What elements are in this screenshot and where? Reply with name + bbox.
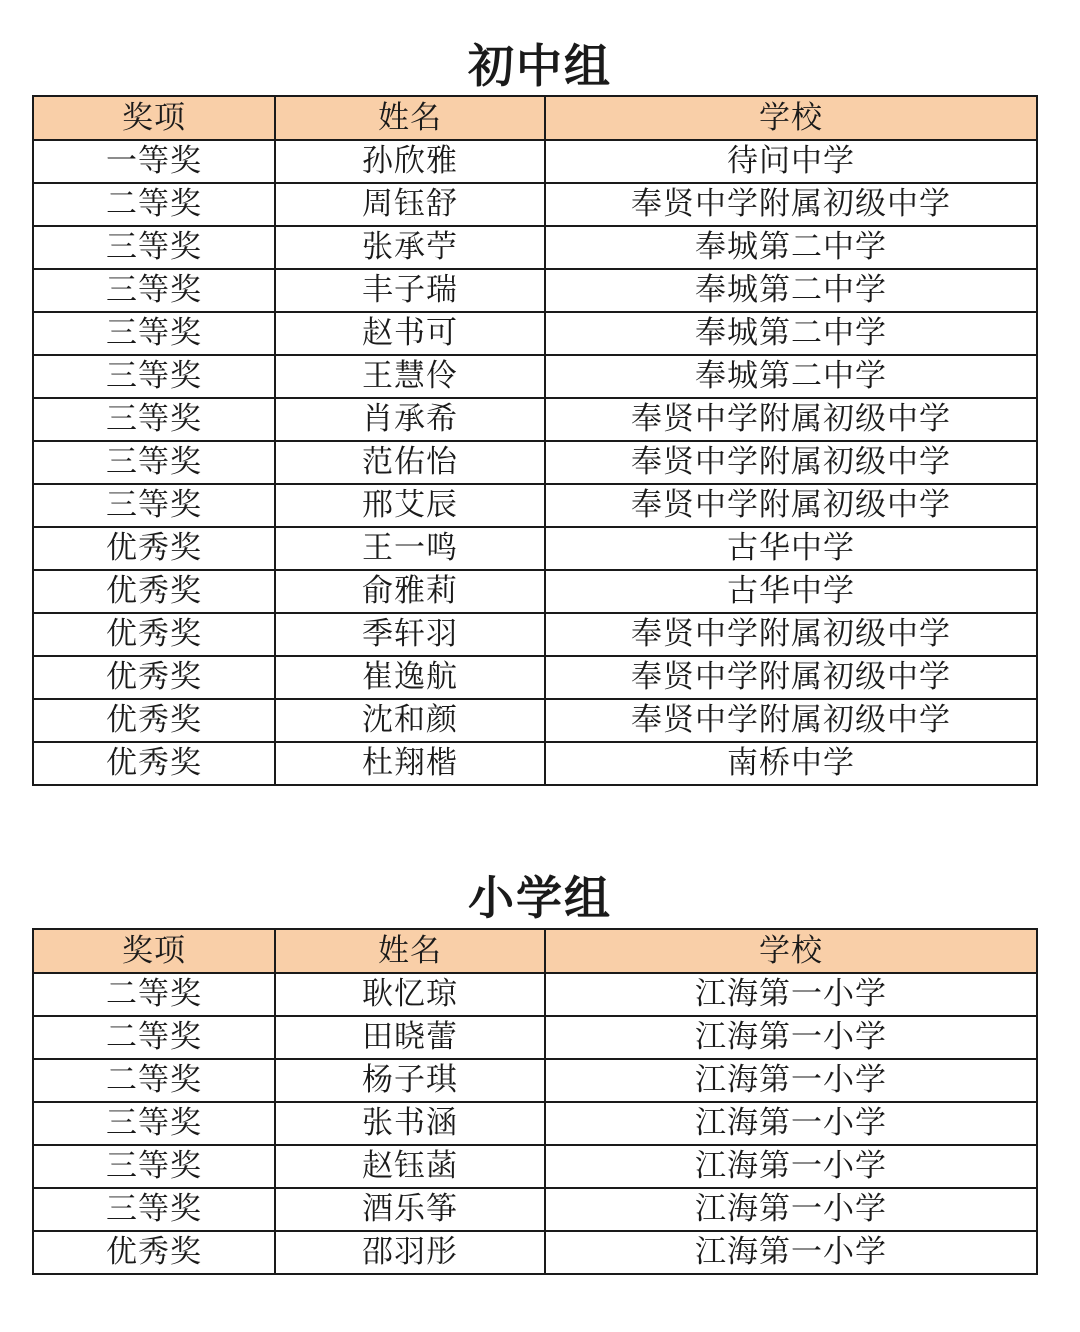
table-row xyxy=(33,973,1037,1016)
table-row xyxy=(33,613,1037,656)
table-row xyxy=(33,742,1037,785)
header-award: 奖项 xyxy=(33,929,275,973)
cell-name: 邢艾辰 xyxy=(275,484,545,527)
cell-name: 范佑怡 xyxy=(275,441,545,484)
table-row xyxy=(33,527,1037,570)
header-name: 姓名 xyxy=(275,929,545,973)
cell-name: 崔逸航 xyxy=(275,656,545,699)
table-row xyxy=(33,699,1037,742)
cell-name: 邵羽彤 xyxy=(275,1231,545,1274)
cell-name: 田晓蕾 xyxy=(275,1016,545,1059)
cell-award: 二等奖 xyxy=(33,183,275,226)
table-row xyxy=(33,1059,1037,1102)
cell-school: 江海第一小学 xyxy=(545,1016,1037,1059)
cell-school: 奉贤中学附属初级中学 xyxy=(545,699,1037,742)
cell-school: 古华中学 xyxy=(545,570,1037,613)
award-table-junior xyxy=(32,95,1038,786)
cell-name: 丰子瑞 xyxy=(275,269,545,312)
cell-school: 奉贤中学附属初级中学 xyxy=(545,183,1037,226)
table-row xyxy=(33,1231,1037,1274)
cell-award: 三等奖 xyxy=(33,441,275,484)
cell-award: 三等奖 xyxy=(33,398,275,441)
header-name: 姓名 xyxy=(275,96,545,140)
table-header-row xyxy=(33,929,1037,973)
cell-school: 江海第一小学 xyxy=(545,1145,1037,1188)
table-row xyxy=(33,1016,1037,1059)
table-row xyxy=(33,355,1037,398)
cell-award: 优秀奖 xyxy=(33,699,275,742)
cell-school: 奉贤中学附属初级中学 xyxy=(545,484,1037,527)
cell-award: 优秀奖 xyxy=(33,570,275,613)
award-table-primary xyxy=(32,928,1038,1275)
cell-school: 江海第一小学 xyxy=(545,1059,1037,1102)
cell-name: 季轩羽 xyxy=(275,613,545,656)
section-title-primary: 小学组 xyxy=(468,871,612,925)
cell-award: 三等奖 xyxy=(33,269,275,312)
cell-award: 优秀奖 xyxy=(33,613,275,656)
cell-school: 南桥中学 xyxy=(545,742,1037,785)
table-row xyxy=(33,1102,1037,1145)
table-row xyxy=(33,226,1037,269)
cell-award: 三等奖 xyxy=(33,1102,275,1145)
cell-school: 江海第一小学 xyxy=(545,1102,1037,1145)
cell-name: 杜翔楷 xyxy=(275,742,545,785)
cell-name: 周钰舒 xyxy=(275,183,545,226)
cell-award: 二等奖 xyxy=(33,1059,275,1102)
cell-name: 孙欣雅 xyxy=(275,140,545,183)
cell-name: 王慧伶 xyxy=(275,355,545,398)
cell-name: 酒乐筝 xyxy=(275,1188,545,1231)
cell-school: 奉贤中学附属初级中学 xyxy=(545,398,1037,441)
cell-school: 奉城第二中学 xyxy=(545,355,1037,398)
cell-award: 三等奖 xyxy=(33,312,275,355)
header-school: 学校 xyxy=(545,929,1037,973)
cell-school: 奉城第二中学 xyxy=(545,269,1037,312)
header-award: 奖项 xyxy=(33,96,275,140)
table-row xyxy=(33,656,1037,699)
cell-school: 奉贤中学附属初级中学 xyxy=(545,613,1037,656)
table-row xyxy=(33,1188,1037,1231)
cell-award: 三等奖 xyxy=(33,484,275,527)
cell-school: 奉贤中学附属初级中学 xyxy=(545,441,1037,484)
table-body xyxy=(33,973,1037,1274)
cell-award: 优秀奖 xyxy=(33,656,275,699)
cell-school: 奉城第二中学 xyxy=(545,312,1037,355)
cell-name: 杨子琪 xyxy=(275,1059,545,1102)
cell-name: 耿忆琼 xyxy=(275,973,545,1016)
cell-name: 张承苧 xyxy=(275,226,545,269)
cell-award: 三等奖 xyxy=(33,1145,275,1188)
cell-school: 江海第一小学 xyxy=(545,973,1037,1016)
table-row xyxy=(33,312,1037,355)
table-row xyxy=(33,1145,1037,1188)
section-title-junior: 初中组 xyxy=(468,39,612,93)
cell-name: 张书涵 xyxy=(275,1102,545,1145)
cell-award: 优秀奖 xyxy=(33,742,275,785)
cell-name: 俞雅莉 xyxy=(275,570,545,613)
cell-award: 一等奖 xyxy=(33,140,275,183)
table-row xyxy=(33,140,1037,183)
table-row xyxy=(33,269,1037,312)
cell-name: 赵钰菡 xyxy=(275,1145,545,1188)
table-row xyxy=(33,183,1037,226)
table-body xyxy=(33,140,1037,785)
cell-name: 肖承希 xyxy=(275,398,545,441)
table-header-row xyxy=(33,96,1037,140)
cell-name: 王一鸣 xyxy=(275,527,545,570)
cell-name: 赵书可 xyxy=(275,312,545,355)
cell-school: 古华中学 xyxy=(545,527,1037,570)
cell-award: 三等奖 xyxy=(33,1188,275,1231)
cell-name: 沈和颜 xyxy=(275,699,545,742)
table-row xyxy=(33,570,1037,613)
cell-award: 三等奖 xyxy=(33,355,275,398)
cell-school: 江海第一小学 xyxy=(545,1188,1037,1231)
table-row xyxy=(33,398,1037,441)
cell-school: 奉城第二中学 xyxy=(545,226,1037,269)
cell-award: 二等奖 xyxy=(33,1016,275,1059)
cell-award: 优秀奖 xyxy=(33,1231,275,1274)
cell-school: 江海第一小学 xyxy=(545,1231,1037,1274)
header-school: 学校 xyxy=(545,96,1037,140)
cell-school: 奉贤中学附属初级中学 xyxy=(545,656,1037,699)
table-row xyxy=(33,484,1037,527)
cell-award: 优秀奖 xyxy=(33,527,275,570)
table-row xyxy=(33,441,1037,484)
cell-award: 三等奖 xyxy=(33,226,275,269)
cell-award: 二等奖 xyxy=(33,973,275,1016)
cell-school: 待问中学 xyxy=(545,140,1037,183)
